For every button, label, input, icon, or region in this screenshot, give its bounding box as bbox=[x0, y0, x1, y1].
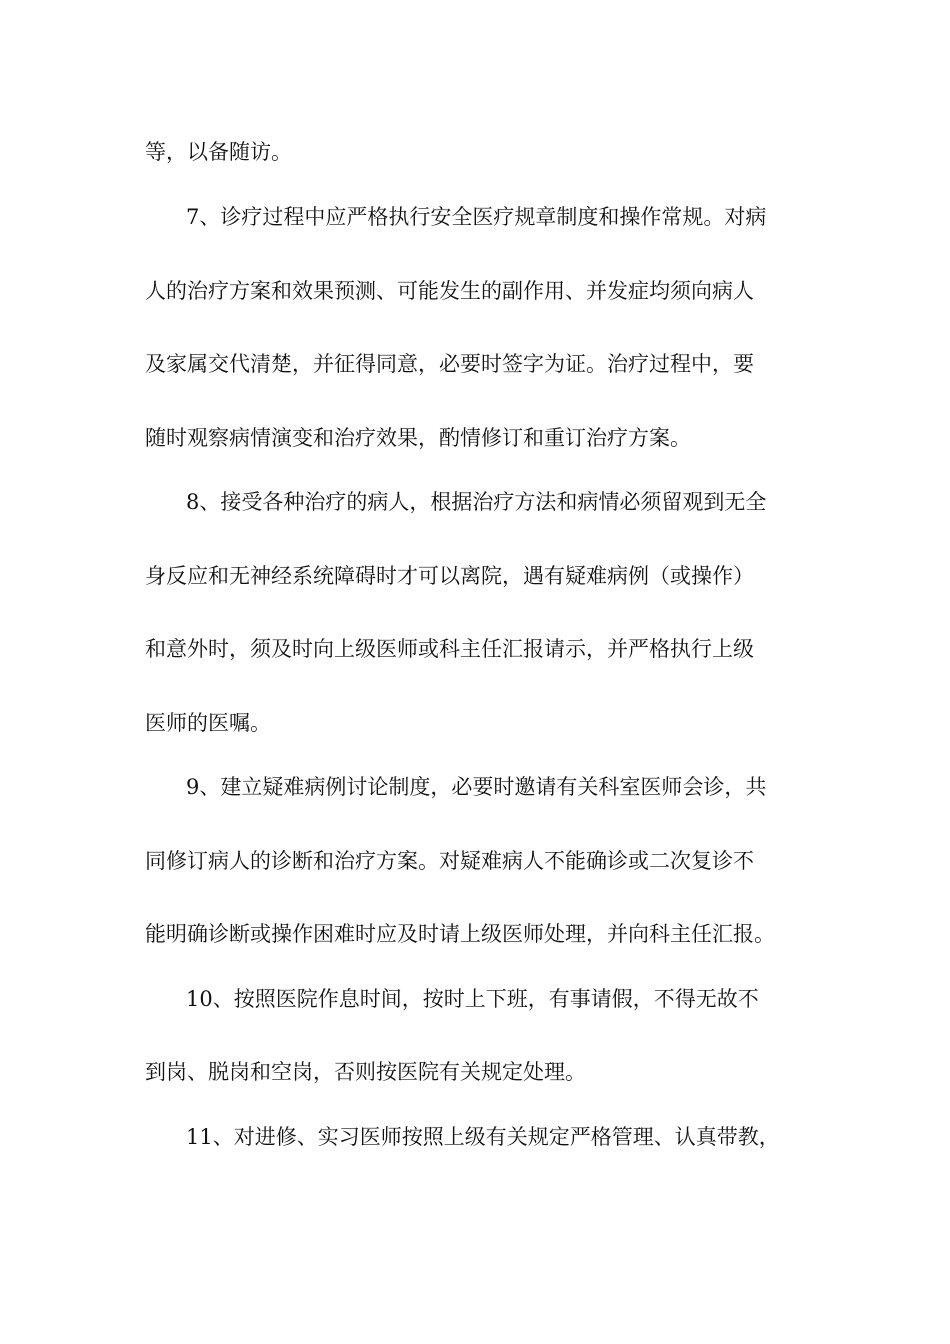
paragraph-10-start: 10、按照医院作息时间，按时上下班，有事请假，不得无故不 bbox=[186, 987, 759, 1011]
paragraph-9-start: 9、建立疑难病例讨论制度，必要时邀请有关科室医师会诊，共 bbox=[186, 775, 767, 799]
text-line: 同修订病人的诊断和治疗方案。对疑难病人不能确诊或二次复诊不 bbox=[145, 849, 754, 873]
text-line: 医师的医嘱。 bbox=[145, 711, 271, 735]
text-line: 人的治疗方案和效果预测、可能发生的副作用、并发症均须向病人 bbox=[145, 279, 754, 303]
text-line: 及家属交代清楚，并征得同意，必要时签字为证。治疗过程中，要 bbox=[145, 352, 754, 376]
text-line: 能明确诊断或操作困难时应及时请上级医师处理，并向科主任汇报。 bbox=[145, 922, 775, 946]
paragraph-7-start: 7、诊疗过程中应严格执行安全医疗规章制度和操作常规。对病 bbox=[186, 205, 767, 229]
text-line: 和意外时，须及时向上级医师或科主任汇报请示，并严格执行上级 bbox=[145, 637, 754, 661]
text-line: 到岗、脱岗和空岗，否则按医院有关规定处理。 bbox=[145, 1060, 586, 1084]
text-line: 随时观察病情演变和治疗效果，酌情修订和重订治疗方案。 bbox=[145, 426, 691, 450]
text-line: 身反应和无神经系统障碍时才可以离院，遇有疑难病例（或操作） bbox=[145, 564, 754, 588]
paragraph-11-start: 11、对进修、实习医师按照上级有关规定严格管理、认真带教， bbox=[186, 1125, 780, 1149]
text-line: 等，以备随访。 bbox=[145, 140, 292, 164]
paragraph-8-start: 8、接受各种治疗的病人，根据治疗方法和病情必须留观到无全 bbox=[186, 490, 767, 514]
